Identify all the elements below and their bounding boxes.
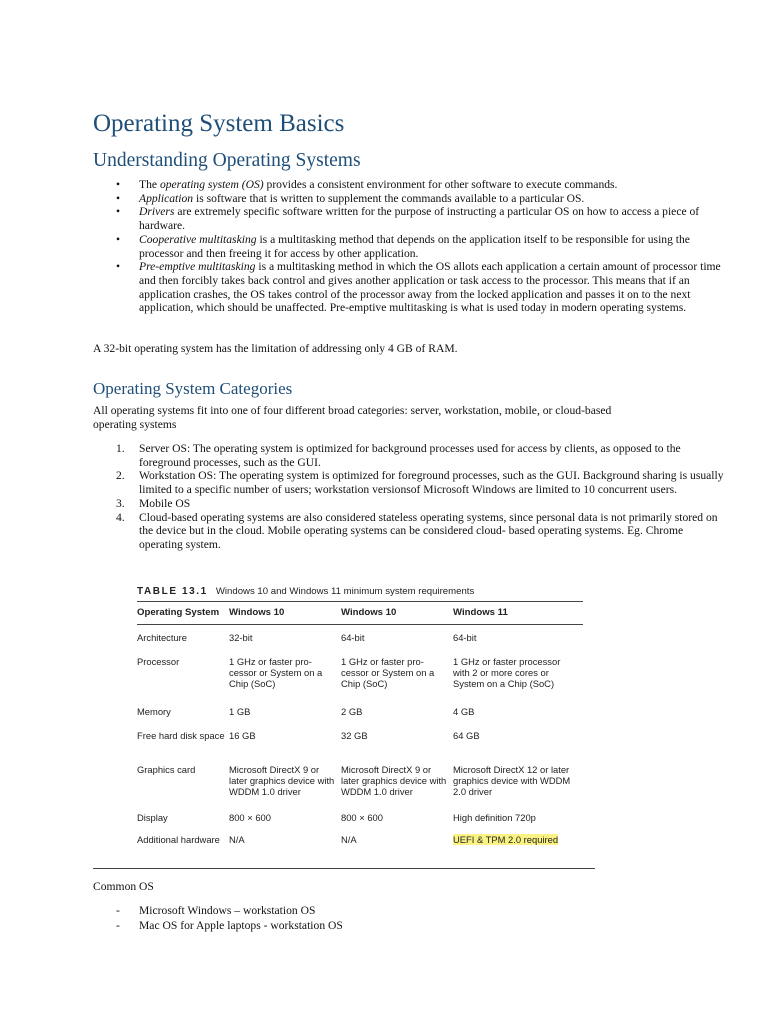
table-cell: Microsoft DirectX 12 or later graphics device with WDDM 2.0 driver	[453, 763, 571, 797]
table-cell: 32-bit	[229, 632, 253, 643]
table-cell: 2 GB	[341, 705, 363, 717]
bullet-term: operating system (OS)	[159, 178, 264, 191]
table-cell: Memory	[137, 705, 171, 717]
table-cell: 32 GB	[341, 729, 368, 741]
bullet-term: Application	[139, 191, 194, 205]
page-title: Operating System Basics	[93, 110, 345, 137]
categories-intro: All operating systems fit into one of four different broad categories: server, workstation, mobile, or cloud-based operating systems	[93, 404, 612, 431]
table-cell: 4 GB	[453, 705, 475, 717]
bullet-text: provides a consistent environment for other software to execute commands.	[263, 178, 618, 191]
highlighted-text: UEFI & TPM 2.0 required	[453, 833, 559, 845]
bullet-prefix: The	[139, 178, 160, 191]
table-cell: 64 GB	[453, 729, 480, 741]
bullet-term: Pre-emptive multitasking	[139, 260, 256, 274]
table-cell: Free hard disk space	[137, 729, 225, 741]
table-cell: Additional hardware	[137, 833, 220, 845]
ram-note: A 32-bit operating system has the limitation of addressing only 4 GB of RAM.	[93, 342, 458, 355]
table-row	[137, 761, 583, 805]
table-row	[137, 723, 583, 761]
table-cell: High definition 720p	[453, 811, 536, 823]
bullet-text: are extremely specific software written for the purpose of instructing a particular OS on how to access a piece of hardware.	[139, 205, 700, 233]
column-header: Windows 10	[341, 602, 453, 625]
list-item	[116, 469, 729, 497]
table-row	[137, 649, 583, 699]
table-caption	[137, 585, 583, 599]
bullet-text: is a multitasking method that depends on the application itself to be responsible for using the processor and then freeing it for access by other application.	[139, 232, 690, 260]
table-row	[137, 625, 583, 649]
table-cell: Graphics card	[137, 763, 196, 775]
requirements-table-figure	[137, 585, 583, 855]
common-os-list	[93, 904, 699, 933]
categories-list	[93, 442, 729, 552]
table-cell: 1 GB	[229, 705, 251, 717]
list-item	[116, 496, 729, 511]
table-bottom-rule	[93, 868, 595, 869]
bullet-term: Cooperative multitasking	[139, 232, 257, 246]
list-item: - Mac OS for Apple laptops - workstation OS	[139, 919, 699, 933]
bullet-text: is software that is written to supplement the commands available to a particular OS.	[193, 191, 585, 205]
item-number: 3.	[116, 496, 125, 510]
list-item	[116, 442, 729, 469]
bullet-term: Drivers	[139, 205, 175, 219]
list-item: - Microsoft Windows – workstation OS	[139, 904, 699, 918]
table-cell: Microsoft DirectX 9 or later graphics device with WDDM 1.0 driver	[341, 763, 447, 797]
table-cell: Display	[137, 811, 168, 823]
table-tag: TABLE 13.1	[137, 586, 208, 597]
table-header-row	[137, 602, 583, 625]
table-cell-highlighted	[453, 834, 583, 845]
list-item	[139, 260, 729, 315]
common-os-label: Common OS	[93, 880, 154, 893]
table-cell: 64-bit	[341, 632, 365, 643]
table-cell: N/A	[229, 833, 245, 845]
table-cell: N/A	[341, 833, 357, 845]
list-item	[139, 192, 729, 206]
item-text: Cloud-based operating systems are also considered stateless operating systems, since personal data is not primarily stored on the device but in the cloud. Mobile operating systems can be considered cloud- based operating systems. Eg. Chrome operating system.	[139, 510, 718, 551]
table-caption-text: Windows 10 and Windows 11 minimum system requirements	[215, 586, 475, 597]
list-item	[139, 205, 729, 232]
section-heading-categories: Operating System Categories	[93, 379, 293, 398]
requirements-table	[137, 602, 583, 855]
bullet-text: is a multitasking method in which the OS allots each application a certain amount of processor time and then forcibly takes back control and gives another application or task access to the processor. This means that if an application crashes, the OS takes control of the processor away from the locked application and passes it on to the next application, which should be unaffected. Pre-emptive multitasking is what is used today in modern operating systems.	[139, 260, 721, 315]
table-cell: 1 GHz or faster pro-cessor or System on a Chip (SoC)	[229, 655, 323, 689]
table-cell: 16 GB	[229, 729, 256, 741]
column-header: Operating System	[137, 602, 229, 625]
column-header: Windows 11	[453, 602, 583, 625]
item-number: 4.	[116, 510, 125, 524]
item-text: Server OS: The operating system is optimized for background processes used for access by clients, as opposed to the foreground processes, such as the GUI.	[139, 442, 681, 469]
section-heading-understanding: Understanding Operating Systems	[93, 150, 361, 171]
item-text: Mobile OS	[139, 496, 191, 510]
table-cell: 800 × 600	[341, 811, 383, 823]
table-cell: Architecture	[137, 632, 188, 643]
column-header: Windows 10	[229, 602, 341, 625]
definition-list	[93, 178, 729, 315]
table-cell: Microsoft DirectX 9 or later graphics device with WDDM 1.0 driver	[229, 763, 335, 797]
list-item	[139, 178, 729, 192]
table-row	[137, 699, 583, 723]
table-cell: Processor	[137, 655, 180, 667]
table-row	[137, 805, 583, 829]
table-cell: 800 × 600	[229, 811, 271, 823]
item-number: 2.	[116, 469, 125, 483]
table-cell: 1 GHz or faster pro-cessor or System on a Chip (SoC)	[341, 655, 435, 689]
item-number: 1.	[116, 442, 125, 455]
table-row	[137, 829, 583, 855]
table-cell: 64-bit	[453, 632, 477, 643]
list-item	[139, 233, 729, 260]
table-cell: 1 GHz or faster processor with 2 or more cores or System on a Chip (SoC)	[453, 655, 561, 689]
list-item	[116, 510, 729, 552]
item-text: Workstation OS: The operating system is optimized for foreground processes, such as the GUI. Background sharing is usually limited to a specific number of users; workstation versionsof Microsoft Windows are limited to 10 concurrent users.	[139, 469, 724, 497]
